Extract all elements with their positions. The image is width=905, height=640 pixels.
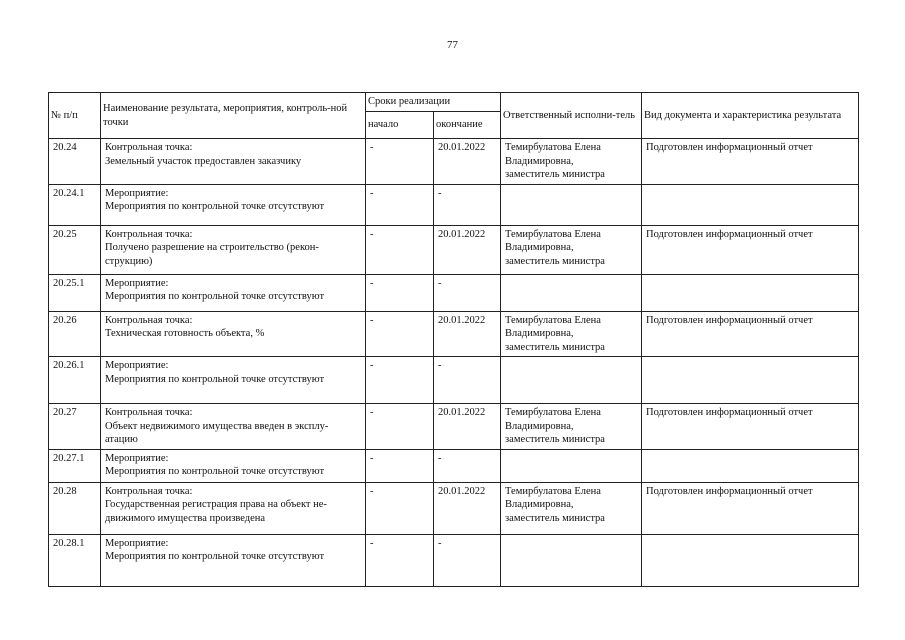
- table-row: [49, 357, 859, 404]
- header-document: Вид документа и характеристика результата: [642, 93, 859, 139]
- row-responsible-line: заместитель министра: [505, 341, 605, 353]
- row-document: [642, 449, 859, 482]
- row-responsible-line: заместитель министра: [505, 434, 605, 445]
- row-name-line: атацию: [105, 434, 138, 445]
- header-period: Сроки реализации: [366, 93, 501, 112]
- row-name-line: Мероприятие:: [105, 277, 169, 289]
- row-name-line: Контрольная точка:: [105, 407, 193, 418]
- row-responsible-line: Владимировна,: [505, 420, 574, 432]
- row-end: 20.01.2022: [434, 225, 501, 274]
- row-responsible-line: Владимировна,: [505, 499, 574, 510]
- row-start: -: [366, 139, 434, 185]
- row-start: -: [366, 482, 434, 534]
- row-number: 20.28: [49, 482, 101, 534]
- row-document: [642, 274, 859, 311]
- row-document: Подготовлен информационный отчет: [642, 225, 859, 274]
- table-row: [49, 534, 859, 586]
- row-name-line: движимого имущества произведена: [105, 512, 266, 524]
- row-document: [642, 184, 859, 225]
- table-row: [49, 449, 859, 482]
- row-responsible: [501, 139, 642, 185]
- table-row: [49, 311, 859, 357]
- row-name-line: Контрольная точка:: [105, 314, 193, 326]
- header-row: [49, 93, 859, 112]
- row-responsible-line: заместитель министра: [505, 169, 605, 180]
- row-responsible: [501, 274, 642, 311]
- table-row: [49, 274, 859, 311]
- row-responsible: [501, 449, 642, 482]
- row-responsible-line: Владимировна,: [505, 328, 574, 339]
- table-body: [49, 139, 859, 587]
- row-name: [101, 139, 366, 185]
- row-name-line: Контрольная точка:: [105, 228, 193, 240]
- table-row: [49, 184, 859, 225]
- row-responsible: [501, 534, 642, 586]
- row-number: 20.26.1: [49, 357, 101, 404]
- row-name-line: струкцию): [105, 255, 153, 267]
- header-start: начало: [366, 112, 434, 139]
- row-name: [101, 534, 366, 586]
- row-responsible: [501, 225, 642, 274]
- row-responsible: [501, 404, 642, 450]
- row-document: [642, 534, 859, 586]
- table-row: [49, 482, 859, 534]
- row-document: Подготовлен информационный отчет: [642, 404, 859, 450]
- row-document: Подготовлен информационный отчет: [642, 311, 859, 357]
- row-end: -: [434, 357, 501, 404]
- row-name-line: Мероприятие:: [105, 537, 169, 549]
- row-name: [101, 225, 366, 274]
- row-name-line: Мероприятие:: [105, 452, 169, 464]
- row-name-line: Мероприятия по контрольной точке отсутствуют: [105, 466, 325, 477]
- page-number: 77: [447, 39, 458, 51]
- row-name-line: Мероприятие:: [105, 360, 169, 371]
- row-name-line: Мероприятия по контрольной точке отсутствуют: [105, 373, 325, 385]
- row-name-line: Государственная регистрация права на объект не-: [105, 499, 327, 510]
- row-number: 20.28.1: [49, 534, 101, 586]
- row-name-line: Контрольная точка:: [105, 142, 193, 153]
- row-responsible-line: заместитель министра: [505, 512, 605, 524]
- table-row: [49, 225, 859, 274]
- table-row: [49, 139, 859, 185]
- row-start: -: [366, 311, 434, 357]
- row-name: [101, 184, 366, 225]
- row-number: 20.25: [49, 225, 101, 274]
- row-end: 20.01.2022: [434, 139, 501, 185]
- row-name-line: Мероприятие:: [105, 187, 169, 199]
- row-number: 20.24: [49, 139, 101, 185]
- row-name-line: Мероприятия по контрольной точке отсутствуют: [105, 291, 325, 302]
- row-name-line: Мероприятия по контрольной точке отсутствуют: [105, 201, 325, 212]
- row-name-line: Получено разрешение на строительство (рекон-: [105, 242, 319, 253]
- row-name-line: Земельный участок предоставлен заказчику: [105, 155, 302, 167]
- row-start: -: [366, 225, 434, 274]
- row-end: 20.01.2022: [434, 482, 501, 534]
- row-name-line: Объект недвижимого имущества введен в эксплу-: [105, 420, 329, 432]
- row-end: 20.01.2022: [434, 404, 501, 450]
- row-start: -: [366, 404, 434, 450]
- row-name-line: Техническая готовность объекта, %: [105, 328, 265, 339]
- row-name-line: Мероприятия по контрольной точке отсутствуют: [105, 551, 325, 562]
- row-document: [642, 357, 859, 404]
- header-responsible: Ответственный исполни-тель: [501, 93, 642, 139]
- row-number: 20.26: [49, 311, 101, 357]
- row-responsible-line: Темирбулатова Елена: [505, 485, 601, 497]
- row-end: -: [434, 274, 501, 311]
- row-responsible-line: Темирбулатова Елена: [505, 407, 601, 418]
- row-document: Подготовлен информационный отчет: [642, 482, 859, 534]
- row-responsible-line: Темирбулатова Елена: [505, 228, 601, 240]
- implementation-plan-table: [48, 92, 859, 587]
- row-start: -: [366, 449, 434, 482]
- row-name: [101, 274, 366, 311]
- row-end: -: [434, 449, 501, 482]
- row-responsible: [501, 184, 642, 225]
- row-responsible: [501, 357, 642, 404]
- header-number: № п/п: [49, 93, 101, 139]
- row-responsible-line: Темирбулатова Елена: [505, 142, 601, 153]
- row-end: 20.01.2022: [434, 311, 501, 357]
- row-start: -: [366, 357, 434, 404]
- row-responsible: [501, 311, 642, 357]
- row-responsible: [501, 482, 642, 534]
- row-end: -: [434, 534, 501, 586]
- row-responsible-line: заместитель министра: [505, 255, 605, 267]
- row-name: [101, 311, 366, 357]
- row-name: [101, 449, 366, 482]
- row-name: [101, 404, 366, 450]
- row-number: 20.27.1: [49, 449, 101, 482]
- row-responsible-line: Владимировна,: [505, 242, 574, 253]
- row-number: 20.27: [49, 404, 101, 450]
- row-name-line: Контрольная точка:: [105, 485, 193, 497]
- row-start: -: [366, 274, 434, 311]
- row-start: -: [366, 534, 434, 586]
- row-name: [101, 357, 366, 404]
- row-number: 20.24.1: [49, 184, 101, 225]
- row-number: 20.25.1: [49, 274, 101, 311]
- row-document: Подготовлен информационный отчет: [642, 139, 859, 185]
- row-start: -: [366, 184, 434, 225]
- row-end: -: [434, 184, 501, 225]
- header-end: окончание: [434, 112, 501, 139]
- table-row: [49, 404, 859, 450]
- row-responsible-line: Владимировна,: [505, 155, 574, 167]
- row-responsible-line: Темирбулатова Елена: [505, 314, 601, 326]
- header-name: Наименование результата, мероприятия, контроль-ной точки: [101, 93, 366, 139]
- row-name: [101, 482, 366, 534]
